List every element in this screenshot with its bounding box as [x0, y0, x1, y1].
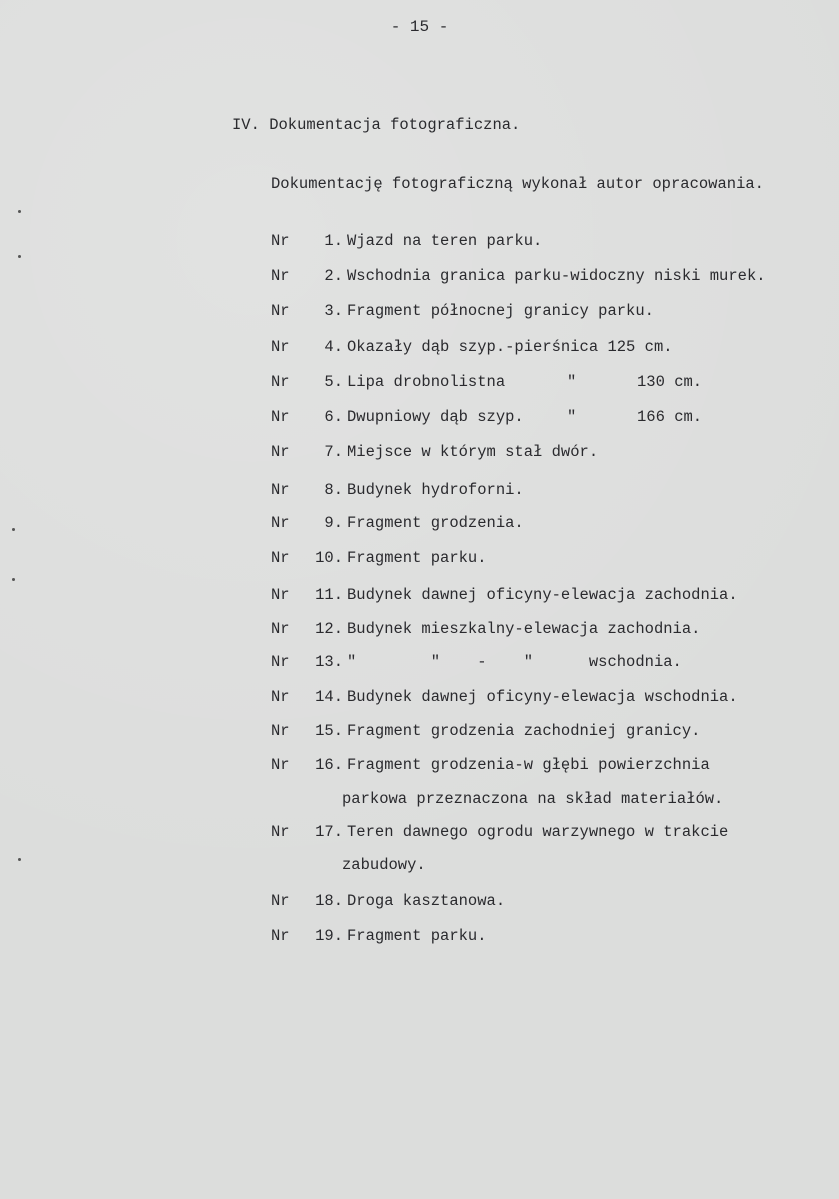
entry-text: Wschodnia granica parku-widoczny niski murek. — [347, 267, 766, 285]
entry-number: 13. — [315, 653, 343, 671]
entry-text: Teren dawnego ogrodu warzywnego w trakcie — [347, 823, 729, 841]
margin-mark — [18, 255, 21, 258]
entry-label: Nr — [271, 373, 290, 391]
entry-continuation: parkowa przeznaczona na skład materiałów. — [342, 790, 724, 808]
entry-number: 2. — [324, 267, 343, 285]
entry-text: Dwupniowy dąb szyp. — [347, 408, 524, 426]
entry-label: Nr — [271, 892, 290, 910]
photo-entry — [271, 443, 598, 461]
margin-mark — [12, 578, 15, 581]
entry-number: 10. — [315, 549, 343, 567]
entry-number: 9. — [324, 514, 343, 532]
entry-number: 14. — [315, 688, 343, 706]
entry-label: Nr — [271, 302, 290, 320]
entry-text: Fragment grodzenia-w głębi powierzchnia — [347, 756, 710, 774]
entry-number: 1. — [324, 232, 343, 250]
entry-label: Nr — [271, 514, 290, 532]
page-number: - 15 - — [390, 18, 449, 36]
entry-number: 19. — [315, 927, 343, 945]
entry-number: 12. — [315, 620, 343, 638]
entry-text: Lipa drobnolistna — [347, 373, 506, 391]
entry-label: Nr — [271, 549, 290, 567]
photo-entry — [271, 892, 505, 910]
entry-value: 130 cm. — [637, 373, 703, 391]
entry-label: Nr — [271, 823, 290, 841]
photo-entry — [271, 408, 703, 426]
photo-entry — [271, 514, 524, 532]
entry-number: 4. — [324, 338, 343, 356]
entry-text: Okazały dąb szyp.-pierśnica 125 cm. — [347, 338, 673, 356]
entry-number: 7. — [324, 443, 343, 461]
entry-number: 6. — [324, 408, 343, 426]
entry-label: Nr — [271, 620, 290, 638]
entry-label: Nr — [271, 408, 290, 426]
entry-label: Nr — [271, 653, 290, 671]
entry-text: Budynek hydroforni. — [347, 481, 524, 499]
photo-entry — [271, 549, 487, 567]
entry-value: 166 cm. — [637, 408, 703, 426]
entry-text: Fragment parku. — [347, 927, 487, 945]
entry-ditto: " — [567, 408, 577, 426]
margin-mark — [18, 858, 21, 861]
photo-entry — [271, 688, 738, 706]
entry-text: Miejsce w którym stał dwór. — [347, 443, 599, 461]
entry-number: 5. — [324, 373, 343, 391]
photo-entry — [271, 373, 703, 391]
entry-label: Nr — [271, 756, 290, 774]
photo-entry — [271, 653, 682, 671]
entry-ditto: " — [567, 373, 577, 391]
entry-label: Nr — [271, 232, 290, 250]
margin-mark — [12, 528, 15, 531]
entry-text: Budynek dawnej oficyny-elewacja zachodnia. — [347, 586, 738, 604]
entry-number: 17. — [315, 823, 343, 841]
entry-text: Fragment grodzenia. — [347, 514, 524, 532]
photo-entry — [271, 232, 542, 250]
photo-entry — [271, 722, 700, 740]
entry-label: Nr — [271, 722, 290, 740]
entry-text: Wjazd na teren parku. — [347, 232, 543, 250]
entry-text: Fragment grodzenia zachodniej granicy. — [347, 722, 701, 740]
section-heading: IV. Dokumentacja fotograficzna. — [232, 116, 521, 134]
entry-text: Budynek mieszkalny-elewacja zachodnia. — [347, 620, 701, 638]
photo-entry — [271, 302, 654, 320]
intro-paragraph: Dokumentację fotograficzną wykonał autor opracowania. — [271, 175, 764, 193]
entry-label: Nr — [271, 688, 290, 706]
entry-label: Nr — [271, 586, 290, 604]
photo-entry — [271, 620, 700, 638]
entry-label: Nr — [271, 927, 290, 945]
entry-number: 3. — [324, 302, 343, 320]
entry-text: Fragment północnej granicy parku. — [347, 302, 654, 320]
entry-label: Nr — [271, 481, 290, 499]
entry-label: Nr — [271, 267, 290, 285]
photo-entry — [271, 927, 487, 945]
entry-number: 8. — [324, 481, 343, 499]
margin-mark — [18, 210, 21, 213]
entry-label: Nr — [271, 443, 290, 461]
entry-text: " " - " wschodnia. — [347, 653, 682, 671]
entry-text: Fragment parku. — [347, 549, 487, 567]
photo-entry — [271, 823, 728, 841]
entry-label: Nr — [271, 338, 290, 356]
entry-number: 18. — [315, 892, 343, 910]
entry-text: Droga kasztanowa. — [347, 892, 506, 910]
photo-entry — [271, 481, 524, 499]
entry-number: 15. — [315, 722, 343, 740]
photo-entry — [271, 586, 738, 604]
entry-number: 16. — [315, 756, 343, 774]
entry-text: Budynek dawnej oficyny-elewacja wschodnia. — [347, 688, 738, 706]
entry-number: 11. — [315, 586, 343, 604]
photo-entry — [271, 267, 766, 285]
entry-continuation: zabudowy. — [342, 856, 426, 874]
photo-entry — [271, 756, 710, 774]
photo-entry — [271, 338, 673, 356]
